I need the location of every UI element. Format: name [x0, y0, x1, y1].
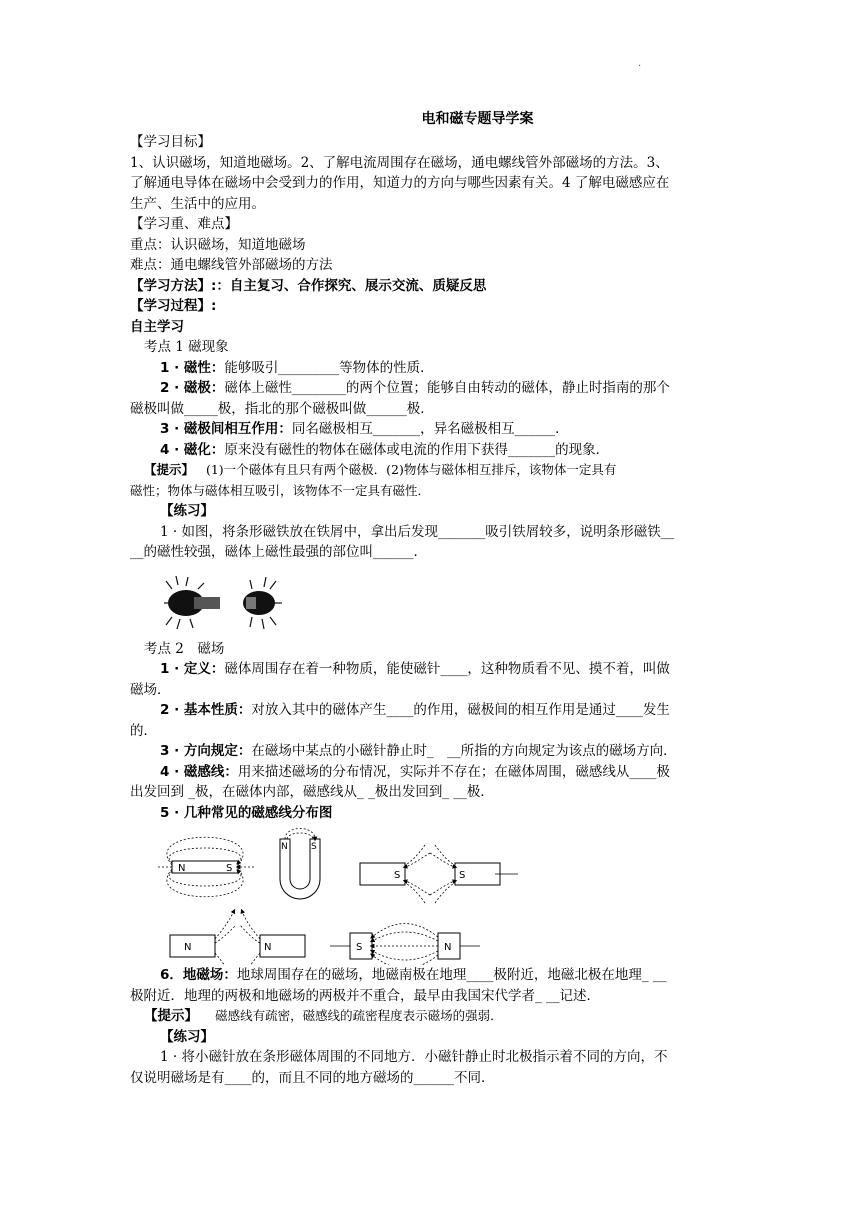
- item-label: 4 · 磁感线：: [160, 763, 238, 780]
- like-s-left-label: S: [394, 870, 401, 881]
- topic2-item: 磁场．: [130, 681, 171, 698]
- bar-magnet-diagram: [156, 837, 254, 897]
- item-label: 3 · 方向规定：: [160, 743, 252, 759]
- tip-label: 【提示】: [144, 462, 195, 477]
- iron-filings-figure: [130, 563, 735, 639]
- item-text: 磁体周围存在着一种物质，能使磁针____，这种物质看不见、摸不着，叫做: [224, 661, 670, 677]
- field-lines-diagrams: [150, 823, 750, 965]
- topic2-item: 出发回到 _极，在磁体内部，磁感线从_ _极出发回到_ __极．: [130, 784, 494, 800]
- bar-s-label: S: [226, 863, 233, 874]
- item-text: 同名磁极相互_______，异名磁极相互______．: [291, 421, 569, 437]
- topic2-item6: [130, 965, 735, 986]
- tip-label: 【提示】: [144, 1008, 198, 1024]
- bar-n-label: N: [178, 863, 186, 874]
- topic1-practice-label: 【练习】: [160, 503, 214, 519]
- key-points-heading: 【学习重、难点】: [130, 216, 238, 232]
- tip-text: (1)一个磁体有且只有两个磁极．(2)物体与磁体相互排斥，该物体一定具有: [205, 462, 617, 477]
- like-poles-s-diagram: [360, 845, 518, 903]
- unlike-left-label: S: [356, 942, 363, 953]
- topic1-practice-line: __的磁性较强，磁体上磁性最强的部位叫______．: [130, 544, 427, 560]
- item-text: 在磁场中某点的小磁针静止时_ __所指的方向规定为该点的磁场方向．: [251, 743, 677, 759]
- item-text: 磁体上磁性________的两个位置；能够自由转动的磁体，静止时指南的那个: [224, 380, 670, 396]
- item-text: 磁极叫做_____极，指北的那个磁极叫做______极．: [130, 400, 434, 417]
- topic1-item: [130, 419, 735, 440]
- method-line: 【学习方法】:：自主复习、合作探究、展示交流、质疑反思: [130, 277, 487, 294]
- item-label: 4 · 磁化：: [160, 441, 225, 458]
- document-page: [130, 100, 735, 1088]
- horseshoe-magnet-diagram: [280, 829, 320, 900]
- item-text: 对放入其中的磁体产生____的作用，磁极间的相互作用是通过____发生: [251, 702, 670, 718]
- item-label: 6．地磁场：: [160, 967, 237, 983]
- topic2-practice-line: 1 · 将小磁针放在条形磁体周围的不同地方．小磁针静止时北极指示着不同的方向，不: [160, 1049, 668, 1065]
- topic2-practice-label: 【练习】: [160, 1028, 214, 1045]
- item-text: 地球周围存在的磁场，地磁南极在地理____极附近，地磁北极在地理_ __: [236, 967, 667, 983]
- item-text: 用来描述磁场的分布情况，实际并不存在；在磁体周围，磁感线从____极: [237, 763, 670, 780]
- unlike-poles-diagram: [330, 924, 480, 966]
- goals-line: 了解通电导体在磁场中会受到力的作用，知道力的方向与哪些因素有关。4 了解电磁感应在: [130, 175, 670, 191]
- page-title: 电和磁专题导学案: [421, 111, 534, 127]
- topic2-item: [130, 762, 735, 783]
- topic2-item: [130, 659, 735, 680]
- topic2-tip: [130, 1006, 735, 1027]
- field-lines-figures: [130, 823, 735, 965]
- topic1-tip: [130, 460, 735, 481]
- like-n-left-label: N: [184, 942, 192, 953]
- goals-heading: 【学习目标】: [130, 134, 211, 150]
- horseshoe-s-label: S: [311, 842, 317, 852]
- goals-line: 1、认识磁场，知道地磁场。2、了解电流周围存在磁场，通电螺线管外部磁场的方法。3、: [130, 154, 669, 171]
- iron-filings-illustration: [164, 575, 324, 635]
- topic2-heading: 考点 2 磁场: [144, 640, 225, 657]
- item-text: 能够吸引_________等物体的性质．: [224, 359, 434, 376]
- item-label: 1 · 磁性：: [160, 359, 225, 376]
- topic1-item: [130, 358, 735, 379]
- item-label: 3 · 磁极间相互作用：: [160, 421, 292, 437]
- topic1-heading: 考点 1 磁现象: [144, 339, 229, 355]
- topic2-item: [130, 700, 735, 721]
- topic2-item: 的．: [130, 722, 157, 739]
- topic1-item: [130, 378, 735, 399]
- topic2-item6-cont: 极附近．地理的两极和地磁场的两极并不重合，最早由我国宋代学者_ __记述．: [130, 987, 601, 1004]
- like-n-right-label: N: [264, 942, 272, 953]
- self-study-heading: 自主学习: [130, 318, 184, 335]
- like-s-right-label: S: [459, 870, 466, 881]
- difficult-point: 难点：通电螺线管外部磁场的方法: [130, 257, 333, 273]
- goals-line: 生产、生活中的应用。: [130, 195, 265, 212]
- topic1-practice-line: 1 · 如图，将条形磁铁放在铁屑中，拿出后发现_______吸引铁屑较多，说明条形磁铁__: [160, 523, 675, 540]
- process-heading: 【学习过程】:: [130, 298, 217, 314]
- key-point: 重点：认识磁场，知道地磁场: [130, 236, 306, 253]
- like-poles-n-diagram: [170, 911, 305, 965]
- item-label: 2 · 基本性质：: [160, 702, 252, 718]
- item-text: 原来没有磁性的物体在磁体或电流的作用下获得_______的现象．: [224, 441, 610, 458]
- unlike-right-label: N: [444, 942, 452, 953]
- topic1-item: [130, 399, 735, 420]
- topic2-item: [130, 741, 735, 762]
- item-label: 1 · 定义：: [160, 661, 225, 677]
- topic1-item: [130, 440, 735, 461]
- item-label: 2 · 磁极：: [160, 380, 225, 396]
- topic1-tip-cont: 磁性；物体与磁体相互吸引，该物体不一定具有磁性．: [130, 482, 431, 498]
- tip-text: 磁感线有疏密，磁感线的疏密程度表示磁场的强弱．: [215, 1008, 503, 1023]
- topic2-item5: 5 · 几种常见的磁感线分布图: [160, 804, 333, 821]
- corner-mark: .: [638, 58, 642, 69]
- topic2-practice-line: 仅说明磁场是有____的，而且不同的地方磁场的______不同．: [130, 1069, 495, 1086]
- horseshoe-n-label: N: [281, 842, 288, 852]
